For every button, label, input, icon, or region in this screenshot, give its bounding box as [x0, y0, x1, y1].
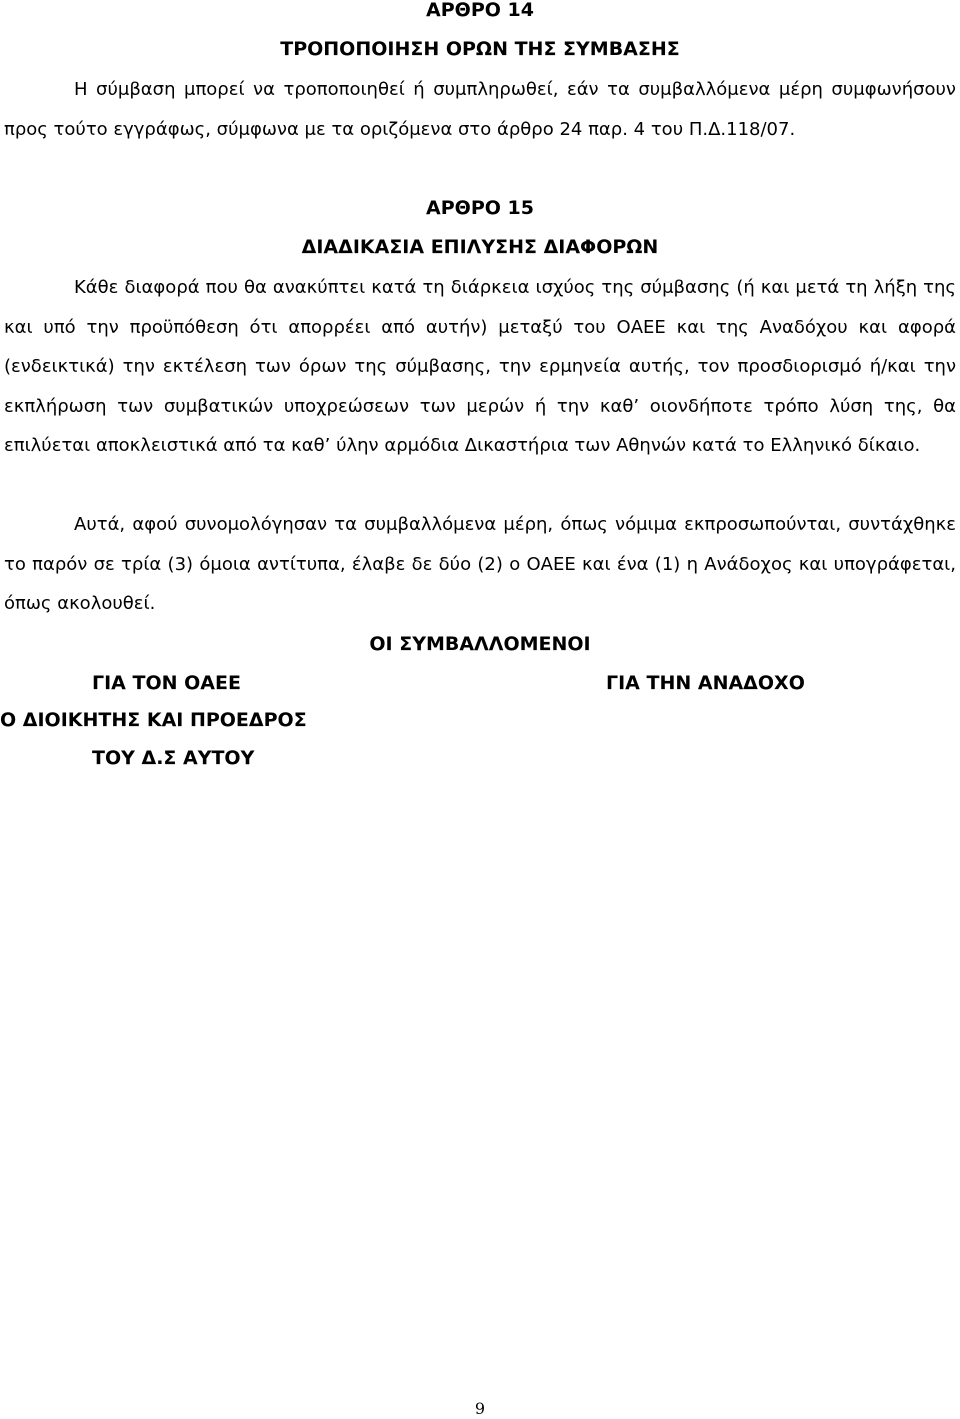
signatory-oaee-role: Ο ΔΙΟΙΚΗΤΗΣ ΚΑΙ ΠΡΟΕΔΡΟΣ: [0, 709, 307, 731]
article-14-paragraph: Η σύμβαση μπορεί να τροποποιηθεί ή συμπληρωθεί, εάν τα συμβαλλόμενα μέρη συμφωνήσουν προς τούτο εγγράφως, σύμφωνα με τα οριζόμενα στο άρθρο 24 παρ. 4 του Π.Δ.118/07.: [4, 79, 956, 140]
signatory-oaee-label: ΓΙΑ ΤΟΝ ΟΑΕΕ: [92, 672, 241, 694]
page-number: 9: [474, 1399, 486, 1418]
signatures-heading: ΟΙ ΣΥΜΒΑΛΛΟΜΕΝΟΙ: [369, 633, 591, 655]
article-15-subtitle: ΔΙΑΔΙΚΑΣΙΑ ΕΠΙΛΥΣΗΣ ΔΙΑΦΟΡΩΝ: [301, 236, 659, 258]
signatory-oaee-board: ΤΟΥ Δ.Σ ΑΥΤΟΥ: [92, 747, 255, 769]
article-14-title: ΑΡΘΡΟ 14: [426, 0, 534, 21]
article-14-subtitle: ΤΡΟΠΟΠΟΙΗΣΗ ΟΡΩΝ ΤΗΣ ΣΥΜΒΑΣΗΣ: [280, 38, 680, 60]
article-15-title: ΑΡΘΡΟ 15: [426, 197, 534, 219]
closing-paragraph: Αυτά, αφού συνομολόγησαν τα συμβαλλόμενα μέρη, όπως νόμιμα εκπροσωπούνται, συντάχθηκε το παρόν σε τρία (3) όμοια αντίτυπα, έλαβε δε δύο (2) ο ΟΑΕΕ και ένα (1) η Ανάδοχος και υπογράφεται, όπως ακολουθεί.: [4, 514, 956, 614]
signatory-contractor-label: ΓΙΑ ΤΗΝ ΑΝΑΔΟΧΟ: [606, 672, 805, 694]
article-15-paragraph: Κάθε διαφορά που θα ανακύπτει κατά τη διάρκεια ισχύος της σύμβασης (ή και μετά τη λήξη της και υπό την προϋπόθεση ότι απορρέει από αυτήν) μεταξύ του ΟΑΕΕ και της Αναδόχου και αφορά (ενδεικτικά) την εκτέλεση των όρων της σύμβασης, την ερμηνεία αυτής, τον προσδιορισμό ή/και την εκπλήρωση των συμβατικών υποχρεώσεων των μερών ή την καθ’ οιονδήποτε τρόπο λύση της, θα επιλύεται αποκλειστικά από τα καθ’ ύλην αρμόδια Δικαστήρια των Αθηνών κατά το Ελληνικό δίκαιο.: [4, 277, 956, 456]
